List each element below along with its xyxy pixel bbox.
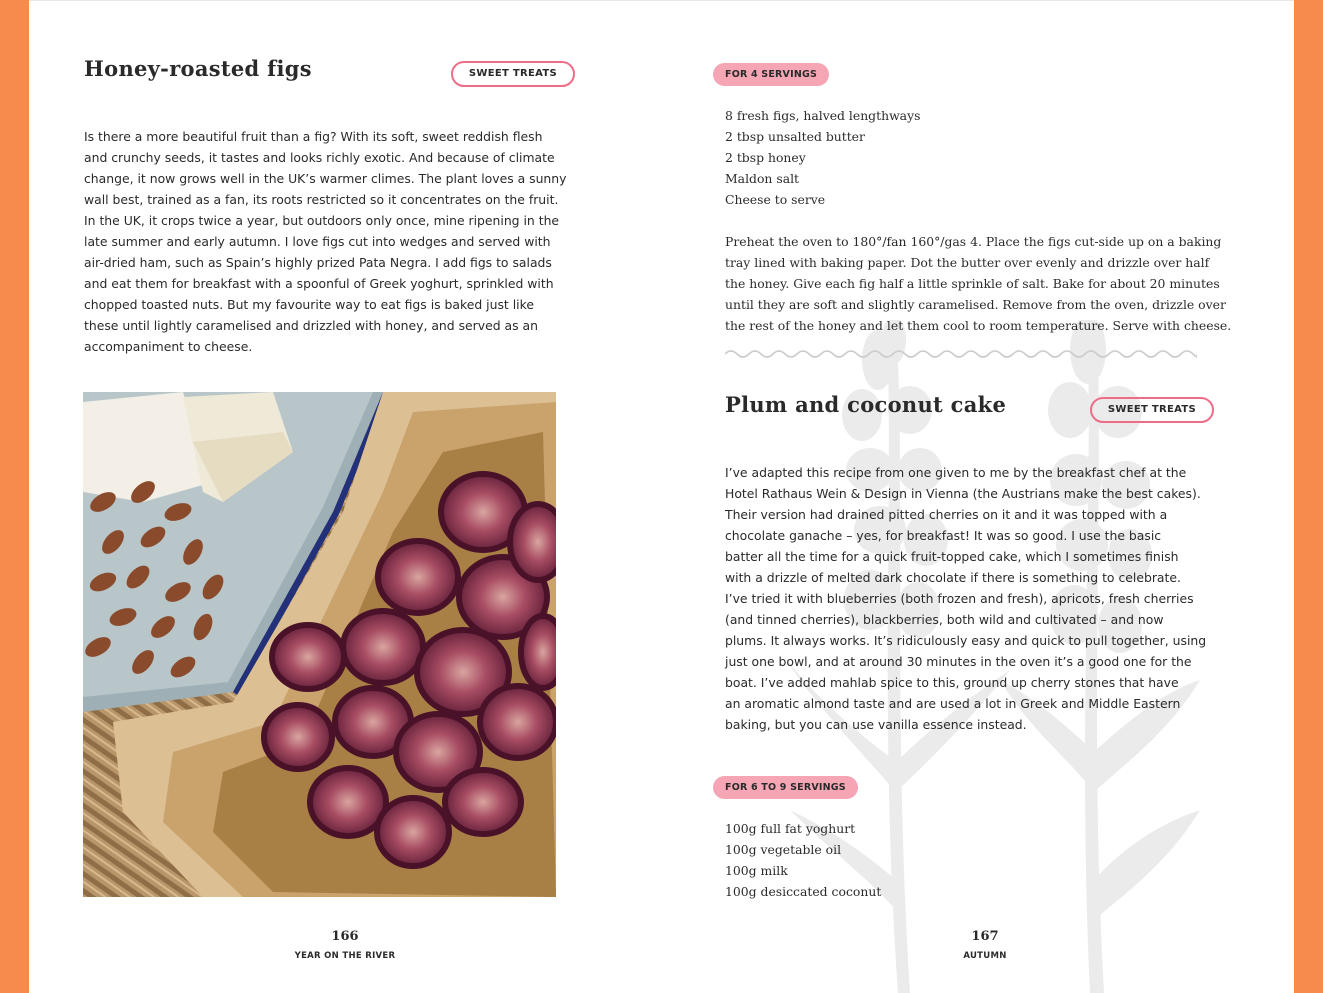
figs-method-paragraph: [725, 231, 1231, 336]
text-line: tray lined with baking paper. Dot the butter over evenly and drizzle over half: [725, 255, 1210, 270]
figs-intro-paragraph: [84, 126, 566, 357]
recipe-title-figs: Honey-roasted figs: [84, 56, 312, 81]
ingredient-item: Maldon salt: [725, 171, 800, 186]
servings-badge-cake: FOR 6 TO 9 SERVINGS: [713, 776, 858, 799]
figs-ingredient-list: [725, 105, 920, 210]
wavy-divider: [725, 347, 1197, 361]
text-line: accompaniment to cheese.: [84, 339, 253, 354]
text-line: boat. I’ve added mahlab spice to this, ground up cherry stones that have: [725, 675, 1179, 690]
left-page-edge: [0, 0, 29, 993]
text-line: (and tinned cherries), blackberries, both wild and cultivated – and now: [725, 612, 1164, 627]
text-line: wall best, trained as a fan, its roots restricted so it concentrates on the fruit.: [84, 192, 559, 207]
text-line: Is there a more beautiful fruit than a fig? With its soft, sweet reddish flesh: [84, 129, 543, 144]
text-line: Hotel Rathaus Wein & Design in Vienna (the Austrians make the best cakes).: [725, 486, 1201, 501]
right-page-edge: [1294, 0, 1323, 993]
text-line: until they are soft and slightly caramelised. Remove from the oven, drizzle over: [725, 297, 1226, 312]
text-line: these until lightly caramelised and drizzled with honey, and served as an: [84, 318, 538, 333]
ingredient-item: 2 tbsp unsalted butter: [725, 129, 865, 144]
ingredient-item: 100g desiccated coconut: [725, 884, 882, 899]
ingredient-item: 100g full fat yoghurt: [725, 821, 856, 836]
text-line: an aromatic almond taste and are used a lot in Greek and Middle Eastern: [725, 696, 1181, 711]
text-line: I’ve tried it with blueberries (both frozen and fresh), apricots, fresh cherries: [725, 591, 1194, 606]
category-tag-cake: SWEET TREATS: [1090, 397, 1214, 423]
top-rule: [29, 0, 1294, 1]
ingredient-item: Cheese to serve: [725, 192, 826, 207]
text-line: plums. It always works. It’s ridiculously easy and quick to pull together, using: [725, 633, 1207, 648]
servings-badge-figs: FOR 4 SERVINGS: [713, 63, 829, 86]
text-line: and eat them for breakfast with a spoonful of Greek yoghurt, sprinkled with: [84, 276, 554, 291]
text-line: In the UK, it crops twice a year, but outdoors only once, mine ripening in the: [84, 213, 560, 228]
category-tag-figs: SWEET TREATS: [451, 61, 575, 87]
ingredient-item: 8 fresh figs, halved lengthways: [725, 108, 921, 123]
text-line: with a drizzle of melted dark chocolate if there is something to celebrate.: [725, 570, 1181, 585]
running-footer-right: AUTUMN: [963, 951, 1007, 961]
text-line: chopped toasted nuts. But my favourite way to eat figs is baked just like: [84, 297, 534, 312]
text-line: baking, but you can use vanilla essence instead.: [725, 717, 1027, 732]
ingredient-item: 100g vegetable oil: [725, 842, 842, 857]
ingredient-item: 100g milk: [725, 863, 788, 878]
page-number-right: 167: [971, 929, 999, 944]
text-line: change, it now grows well in the UK’s warmer climes. The plant loves a sunny: [84, 171, 567, 186]
text-line: I’ve adapted this recipe from one given to me by the breakfast chef at the: [725, 465, 1187, 480]
text-line: Preheat the oven to 180°/fan 160°/gas 4. Place the figs cut-side up on a baking: [725, 234, 1222, 249]
ingredient-item: 2 tbsp honey: [725, 150, 806, 165]
recipe-title-cake: Plum and coconut cake: [725, 392, 1007, 417]
roasted-figs-photo: [83, 392, 556, 897]
text-line: chocolate ganache – yes, for breakfast! It was so good. I use the basic: [725, 528, 1162, 543]
text-line: just one bowl, and at around 30 minutes in the oven it’s a good one for the: [725, 654, 1192, 669]
cake-intro-paragraph: [725, 462, 1206, 735]
text-line: late summer and early autumn. I love figs cut into wedges and served with: [84, 234, 551, 249]
page-number-left: 166: [331, 929, 359, 944]
text-line: and crunchy seeds, it tastes and looks richly exotic. And because of climate: [84, 150, 555, 165]
text-line: the rest of the honey and let them cool to room temperature. Serve with cheese.: [725, 318, 1232, 333]
text-line: Their version had drained pitted cherries on it and it was topped with a: [725, 507, 1168, 522]
running-footer-left: YEAR ON THE RIVER: [294, 951, 396, 961]
text-line: air-dried ham, such as Spain’s highly prized Pata Negra. I add figs to salads: [84, 255, 552, 270]
cake-ingredient-list: [725, 818, 881, 902]
text-line: batter all the time for a quick fruit-topped cake, which I sometimes finish: [725, 549, 1179, 564]
text-line: the honey. Give each fig half a little sprinkle of salt. Bake for about 20 minutes: [725, 276, 1220, 291]
